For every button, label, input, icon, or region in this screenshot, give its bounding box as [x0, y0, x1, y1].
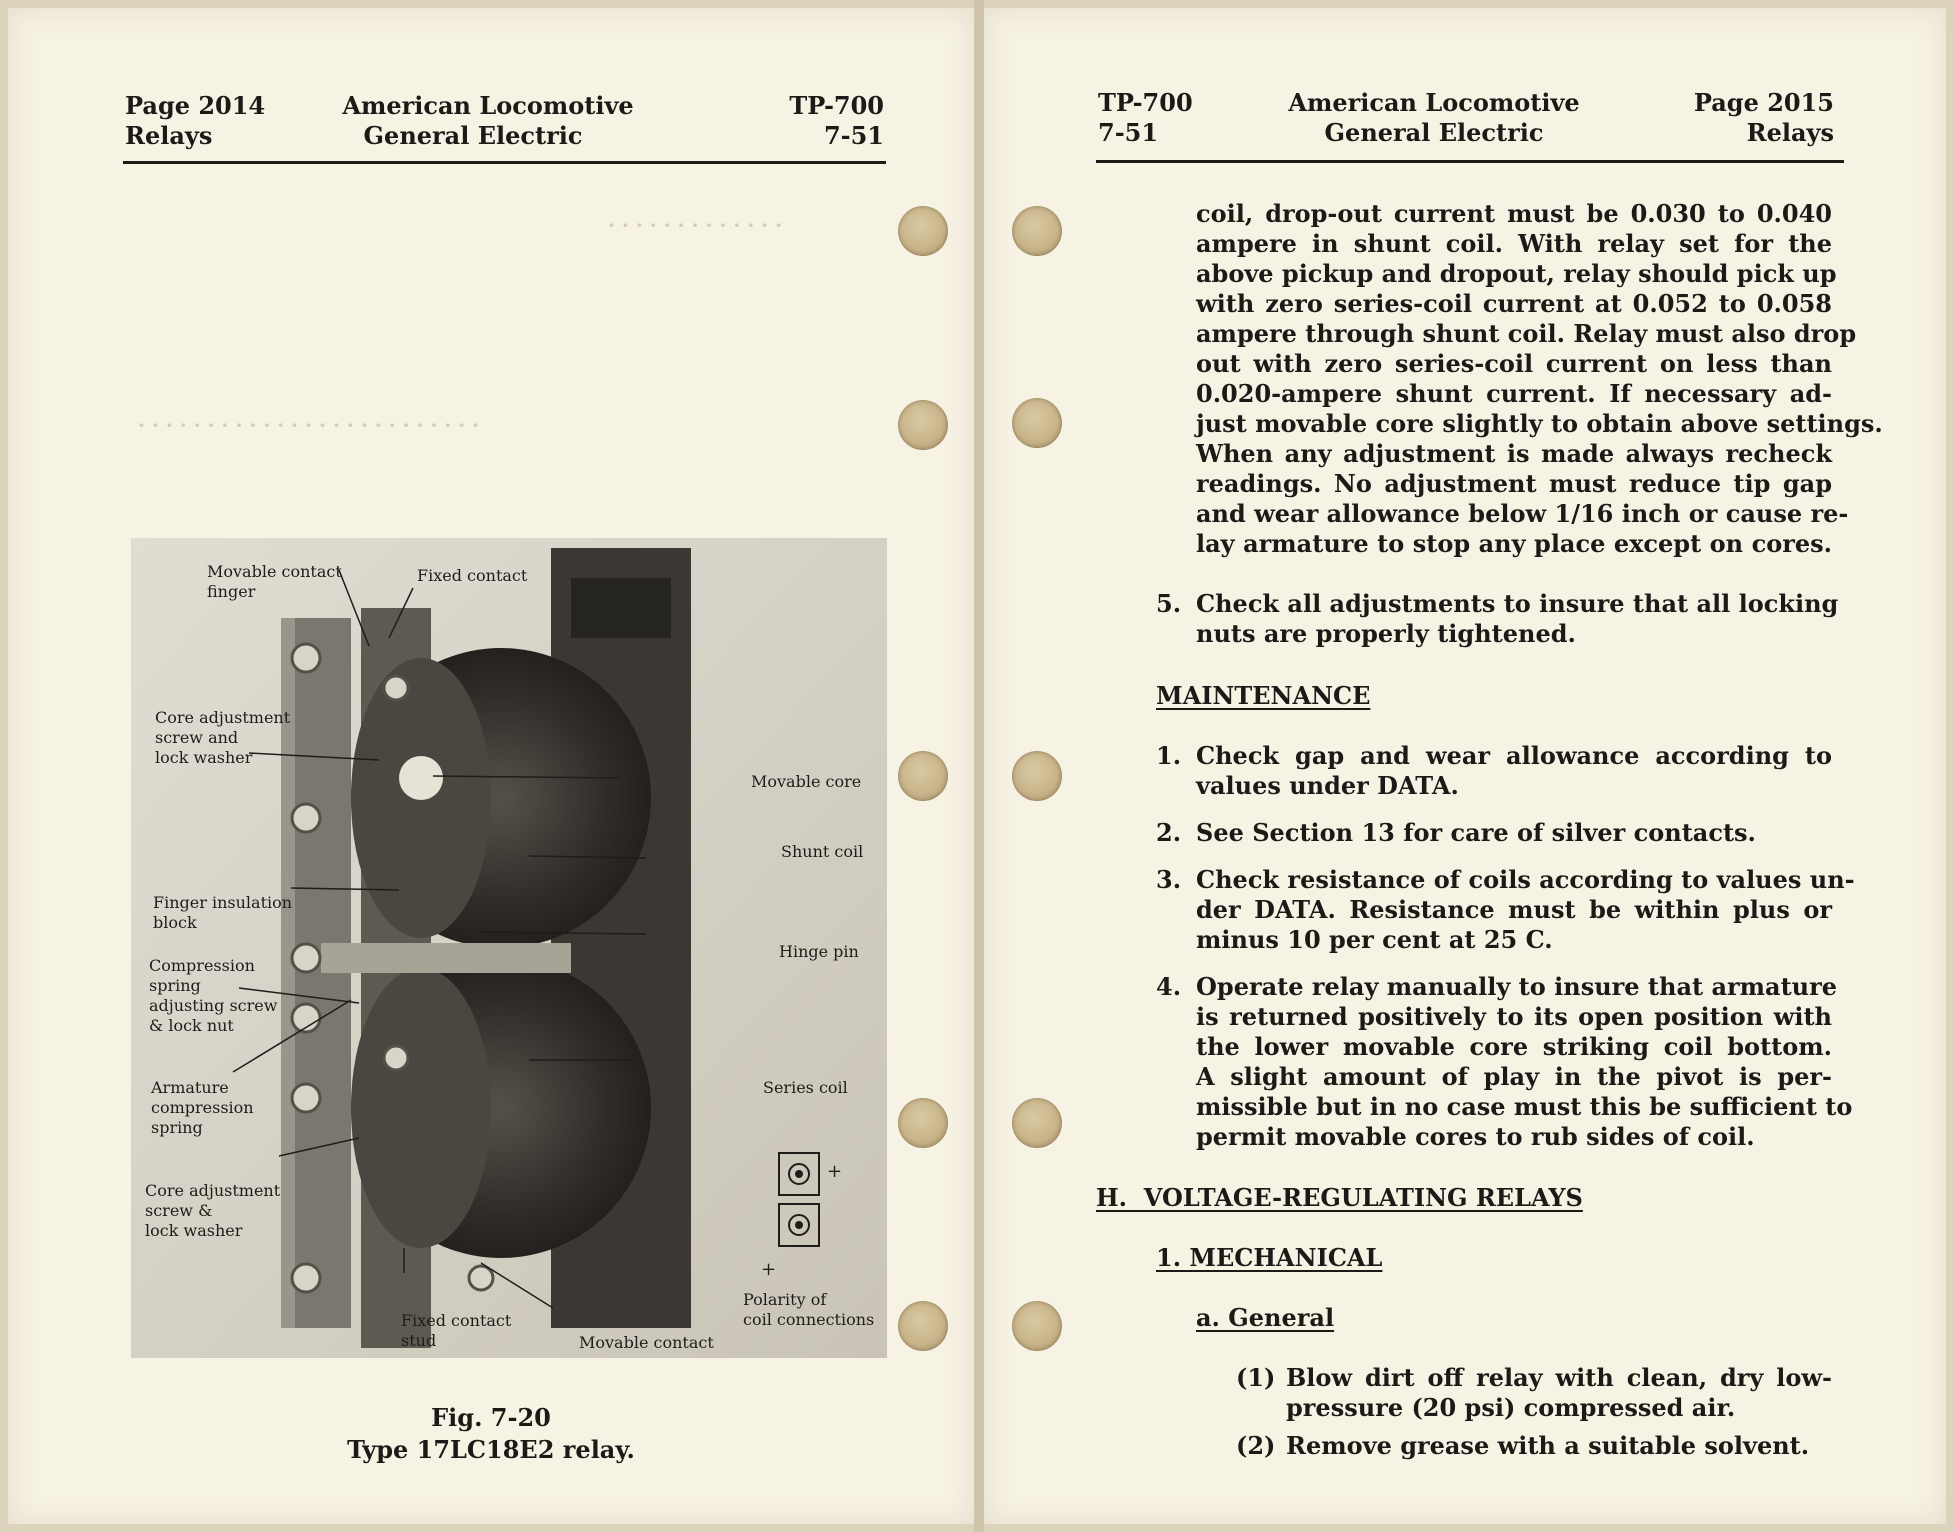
text-line: Check gap and wear allowance according to	[1196, 741, 1832, 770]
punch-hole	[1012, 1098, 1062, 1148]
sub-2-text	[1286, 1431, 1832, 1461]
text-line: is returned positively to its open position with	[1196, 1002, 1832, 1031]
label-movable-contact-finger: Movable contact finger	[207, 562, 342, 601]
text-line: coil, drop-out current must be 0.030 to 0.040	[1196, 199, 1832, 228]
maint-4-text	[1196, 972, 1853, 1152]
left-header-rule	[123, 161, 886, 164]
text-line: missible but in no case must this be sufficient to	[1196, 1092, 1853, 1121]
text-line: A slight amount of play in the pivot is per-	[1196, 1062, 1832, 1091]
punch-hole	[1012, 751, 1062, 801]
right-section-name: Relays	[1746, 118, 1834, 147]
text-line: above pickup and dropout, relay should pick up	[1196, 259, 1837, 288]
left-doc-date: 7-51	[823, 121, 884, 150]
text-line: with zero series-coil current at 0.052 to 0.058	[1196, 289, 1832, 318]
maintenance-heading: MAINTENANCE	[1156, 681, 1371, 710]
bleed-through-text: · · · · · · · · · · · · · · · · · · · · · · · · ·	[138, 413, 480, 437]
sub-1-text	[1286, 1363, 1832, 1423]
maint-3-text	[1196, 865, 1855, 955]
punch-hole	[898, 1098, 948, 1148]
text-line: 0.020-ampere shunt current. If necessary ad-	[1196, 379, 1832, 408]
right-doc-date: 7-51	[1098, 118, 1159, 147]
label-hinge-pin: Hinge pin	[779, 942, 859, 961]
text-line: Check all adjustments to insure that all locking	[1196, 589, 1839, 618]
text-line: ampere through shunt coil. Relay must also drop	[1196, 319, 1857, 348]
maint-2-number: 2.	[1156, 818, 1182, 847]
right-company-line2: General Electric	[1324, 118, 1544, 147]
sub-2-number: (2)	[1236, 1431, 1276, 1460]
maint-1-number: 1.	[1156, 741, 1182, 770]
left-company-line2: General Electric	[363, 121, 583, 150]
bleed-through-text: · · · · · · · · · · · · ·	[608, 213, 783, 237]
left-company-line1: American Locomotive	[342, 91, 634, 120]
text-line: just movable core slightly to obtain above settings.	[1196, 409, 1883, 438]
text-line: values under DATA.	[1196, 771, 1459, 800]
left-page-number	[125, 91, 265, 151]
label-compression-spring: Compression spring adjusting screw & lock nut	[149, 956, 278, 1035]
text-line: minus 10 per cent at 25 C.	[1196, 925, 1553, 954]
label-fixed-contact: Fixed contact	[417, 566, 528, 585]
label-polarity: Polarity of coil connections	[743, 1290, 875, 1329]
text-line: out with zero series-coil current on less than	[1196, 349, 1832, 378]
right-page-number-text: Page 2015	[1693, 88, 1834, 117]
left-company	[288, 91, 688, 151]
label-shunt-coil: Shunt coil	[781, 842, 864, 861]
text-line: and wear allowance below 1/16 inch or cause re-	[1196, 499, 1849, 528]
mechanical-heading: 1. MECHANICAL	[1156, 1243, 1383, 1272]
text-line: Check resistance of coils according to values un-	[1196, 865, 1855, 894]
punch-hole	[1012, 206, 1062, 256]
right-company	[1224, 88, 1644, 148]
general-heading: a. General	[1196, 1303, 1335, 1332]
text-line: When any adjustment is made always recheck	[1196, 439, 1832, 468]
label-finger-insulation: Finger insulation block	[153, 893, 293, 932]
punch-hole	[898, 751, 948, 801]
punch-hole	[1012, 398, 1062, 448]
figure-caption-title: Type 17LC18E2 relay.	[347, 1435, 635, 1464]
maint-4-number: 4.	[1156, 972, 1182, 1001]
text-line: Remove grease with a suitable solvent.	[1286, 1431, 1810, 1460]
text-line: Blow dirt off relay with clean, dry low-	[1286, 1363, 1832, 1392]
polarity-plus-top: +	[827, 1161, 843, 1182]
sub-1-number: (1)	[1236, 1363, 1276, 1392]
maint-3-number: 3.	[1156, 865, 1182, 894]
text-line: ampere in shunt coil. With relay set for the	[1196, 229, 1832, 258]
right-header-rule	[1096, 160, 1844, 163]
maint-2-text	[1196, 818, 1832, 848]
right-doc-number: TP-700	[1098, 88, 1193, 117]
label-movable-core: Movable core	[751, 772, 862, 791]
text-line: permit movable cores to rub sides of coil.	[1196, 1122, 1755, 1151]
left-doc-id	[738, 91, 884, 151]
text-line: pressure (20 psi) compressed air.	[1286, 1393, 1736, 1422]
punch-hole	[898, 206, 948, 256]
right-company-line1: American Locomotive	[1288, 88, 1580, 117]
text-line: readings. No adjustment must reduce tip gap	[1196, 469, 1832, 498]
continued-paragraph	[1196, 199, 1883, 559]
label-armature-spring: Armature compression spring	[151, 1078, 254, 1137]
right-doc-id	[1098, 88, 1193, 148]
label-core-adjustment-top: Core adjustment screw and lock washer	[155, 708, 291, 767]
text-line: See Section 13 for care of silver contacts.	[1196, 818, 1756, 847]
item-5-number: 5.	[1156, 589, 1182, 618]
figure-caption-number: Fig. 7-20	[431, 1403, 551, 1432]
punch-hole	[898, 1301, 948, 1351]
right-page-number	[1674, 88, 1834, 148]
text-line: der DATA. Resistance must be within plus or	[1196, 895, 1832, 924]
left-doc-number: TP-700	[789, 91, 884, 120]
text-line: lay armature to stop any place except on cores.	[1196, 529, 1832, 558]
label-series-coil: Series coil	[763, 1078, 848, 1097]
section-h-heading: H. VOLTAGE-REGULATING RELAYS	[1096, 1183, 1583, 1212]
polarity-plus-bottom: +	[761, 1259, 777, 1280]
item-5-text	[1196, 589, 1839, 649]
left-section-name: Relays	[125, 121, 213, 150]
book-gutter	[974, 0, 984, 1532]
left-page-number-text: Page 2014	[125, 91, 266, 120]
text-line: Operate relay manually to insure that armature	[1196, 972, 1838, 1001]
left-page	[8, 8, 974, 1524]
label-fixed-contact-stud: Fixed contact stud	[401, 1311, 512, 1350]
right-page	[984, 8, 1946, 1524]
text-line: the lower movable core striking coil bottom.	[1196, 1032, 1832, 1061]
maint-1-text	[1196, 741, 1832, 801]
label-core-adjustment-bottom: Core adjustment screw & lock washer	[145, 1181, 281, 1240]
punch-hole	[898, 400, 948, 450]
text-line: nuts are properly tightened.	[1196, 619, 1576, 648]
punch-hole	[1012, 1301, 1062, 1351]
relay-photograph	[131, 538, 887, 1358]
label-movable-contact: Movable contact	[579, 1333, 714, 1352]
